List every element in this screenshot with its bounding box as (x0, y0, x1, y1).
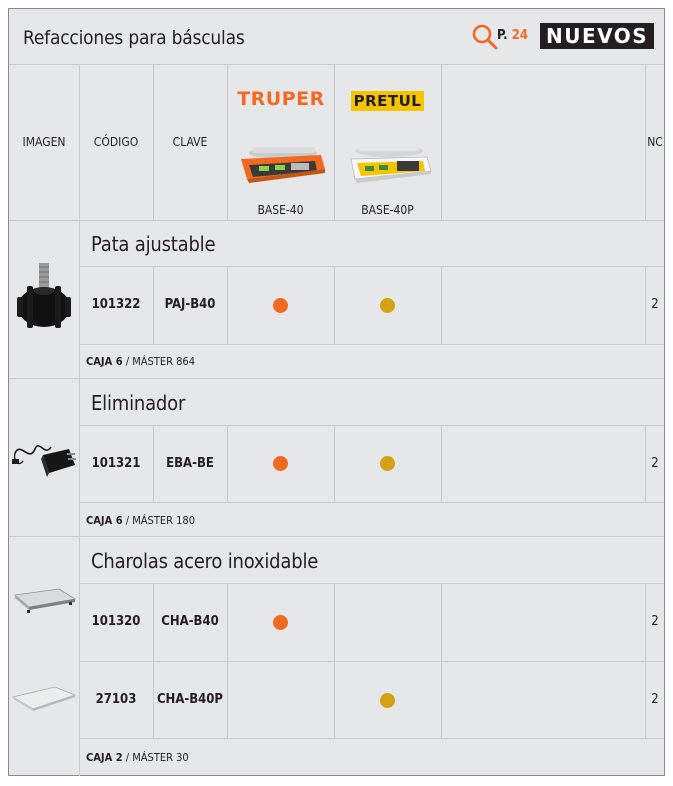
pretul-availability-dot (380, 693, 395, 708)
column-header-image: IMAGEN (22, 135, 66, 149)
product-key: CHA-B40 (161, 614, 219, 629)
pretul-model: BASE-40P (361, 203, 414, 217)
nc-value: 2 (651, 614, 659, 629)
pretul-scale-image (339, 127, 439, 187)
eliminador-image (11, 431, 77, 481)
section-title: Eliminador (91, 391, 186, 415)
master-label: / MÁSTER 30 (125, 751, 189, 764)
product-code: 101321 (91, 456, 141, 471)
column-header-code: CÓDIGO (93, 135, 139, 149)
pretul-logo: PRETUL (351, 91, 425, 111)
product-key: PAJ-B40 (164, 297, 216, 312)
caja-label: CAJA 6 (86, 355, 123, 368)
nc-value: 2 (651, 297, 659, 312)
page-reference[interactable] (497, 28, 528, 43)
truper-logo: TRUPER (237, 88, 325, 110)
magnifier-icon (471, 23, 499, 51)
truper-availability-dot (273, 456, 288, 471)
packaging-info (86, 751, 189, 764)
section-title: Pata ajustable (91, 232, 216, 256)
product-code: 101320 (91, 614, 141, 629)
pata-ajustable-image (13, 259, 75, 335)
packaging-info (86, 355, 195, 368)
page-reference-number: 24 (511, 28, 528, 43)
product-key: CHA-B40P (156, 692, 224, 707)
page-reference-prefix: P. (497, 28, 508, 43)
caja-label: CAJA 6 (86, 514, 123, 527)
master-label: / MÁSTER 180 (125, 514, 196, 527)
column-header-key: CLAVE (172, 135, 208, 149)
pretul-availability-dot (380, 298, 395, 313)
nc-value: 2 (651, 456, 659, 471)
truper-scale-image (231, 125, 331, 185)
catalog-sheet (8, 8, 665, 776)
truper-model: BASE-40 (257, 203, 304, 217)
product-code: 101322 (91, 297, 141, 312)
caja-label: CAJA 2 (86, 751, 123, 764)
product-code: 27103 (95, 692, 137, 707)
truper-availability-dot (273, 615, 288, 630)
packaging-info (86, 514, 195, 527)
nuevos-badge: NUEVOS (540, 23, 654, 49)
product-key: EBA-BE (166, 456, 214, 471)
master-label: / MÁSTER 864 (125, 355, 196, 368)
page-title: Refacciones para básculas (23, 27, 245, 49)
nc-value: 2 (651, 692, 659, 707)
pretul-availability-dot (380, 456, 395, 471)
section-title: Charolas acero inoxidable (91, 549, 319, 573)
pretul-logo-wrap (334, 91, 441, 110)
truper-availability-dot (273, 298, 288, 313)
charola-b40-image (11, 583, 77, 617)
charola-b40p-image (11, 681, 77, 717)
column-header-nc: NC (647, 135, 663, 149)
